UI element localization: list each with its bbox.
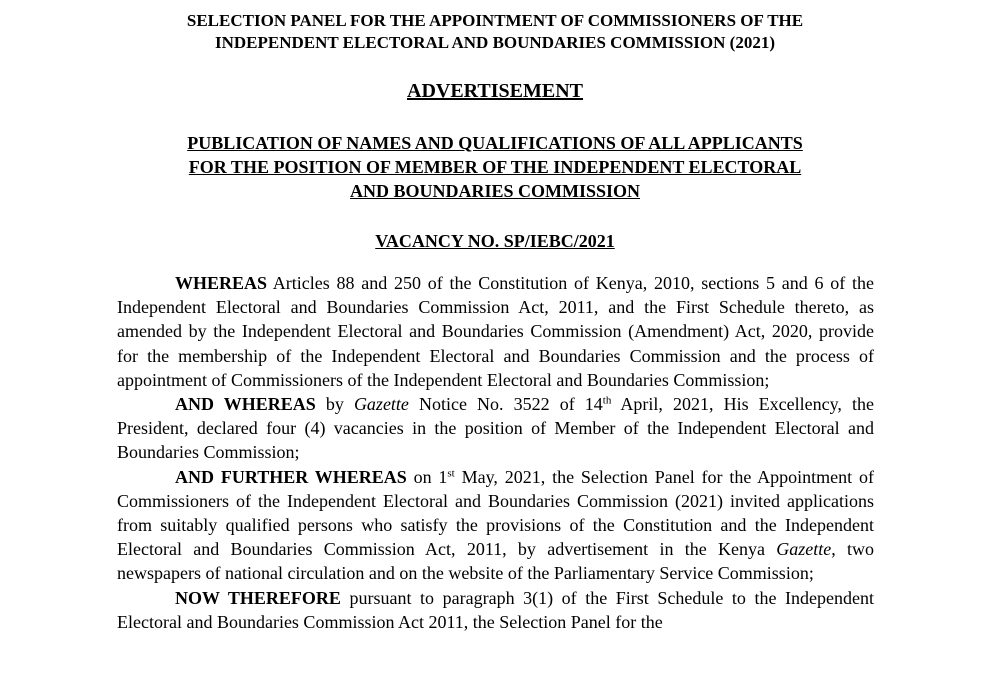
gazette-italic: Gazette: [776, 539, 832, 560]
publication-line-3: AND BOUNDARIES COMMISSION: [349, 181, 641, 201]
paragraph-text: on 1: [406, 466, 448, 487]
paragraph-text: by: [315, 394, 354, 415]
header-line-2: INDEPENDENT ELECTORAL AND BOUNDARIES COMMISSION (2021): [215, 33, 775, 52]
header-line-1: SELECTION PANEL FOR THE APPOINTMENT OF COMMISSIONERS OF THE: [186, 11, 804, 30]
paragraph-text: May, 2021, the Selection Panel for the Appointment of Commissioners of the Independent Electoral and Boundaries Commission (2021) invited applications from suitably qualified persons who satisfy the provisions of the Constitution and the Independent Electoral and Boundaries Commission Act, 2011, by advertisement in the Kenya: [117, 466, 874, 560]
paragraph-text: , two newspapers of national circulation and on the website of the Parliamentary Service Commission;: [117, 539, 874, 584]
paragraph-lead: AND FURTHER WHEREAS: [175, 466, 407, 487]
ordinal-superscript: st: [447, 467, 455, 480]
paragraph-whereas: [117, 271, 874, 392]
paragraph-text: Notice No. 3522 of 14: [408, 394, 603, 415]
paragraph-and-further-whereas: [117, 465, 874, 586]
paragraph-text: Articles 88 and 250 of the Constitution of Kenya, 2010, sections 5 and 6 of the Independent Electoral and Boundaries Commission Act, 2011, and the First Schedule thereto, as amended by the Independent Electoral and Boundaries Commission (Amendment) Act, 2020, provide for the membership of the Independent Electoral and Boundaries Commission and the process of appointment of Commissioners of the Independent Electoral and Boundaries Commission;: [117, 273, 874, 390]
ordinal-superscript: th: [602, 394, 612, 407]
paragraph-text: April, 2021, His Excellency, the President, declared four (4) vacancies in the position of Member of the Independent Electoral and Boundaries Commission;: [117, 394, 874, 463]
paragraph-lead: WHEREAS: [175, 273, 268, 293]
gazette-italic: Gazette: [353, 394, 409, 415]
publication-line-2: FOR THE POSITION OF MEMBER OF THE INDEPENDENT ELECTORAL: [188, 157, 802, 177]
advertisement-heading: ADVERTISEMENT: [407, 80, 583, 102]
paragraph-and-whereas: [117, 392, 874, 465]
paragraph-lead: AND WHEREAS: [175, 394, 316, 415]
vacancy-number: VACANCY NO. SP/IEBC/2021: [375, 231, 615, 251]
publication-line-1: PUBLICATION OF NAMES AND QUALIFICATIONS OF ALL APPLICANTS: [187, 133, 803, 153]
document-body: [117, 271, 874, 634]
paragraph-lead: NOW THEREFORE: [175, 587, 341, 608]
paragraph-now-therefore: [117, 586, 874, 634]
document-header: [0, 10, 990, 54]
publication-heading: [0, 131, 990, 203]
paragraph-text: pursuant to paragraph 3(1) of the First Schedule to the Independent Electoral and Boundaries Commission Act 2011, the Selection Panel for the: [117, 587, 874, 632]
